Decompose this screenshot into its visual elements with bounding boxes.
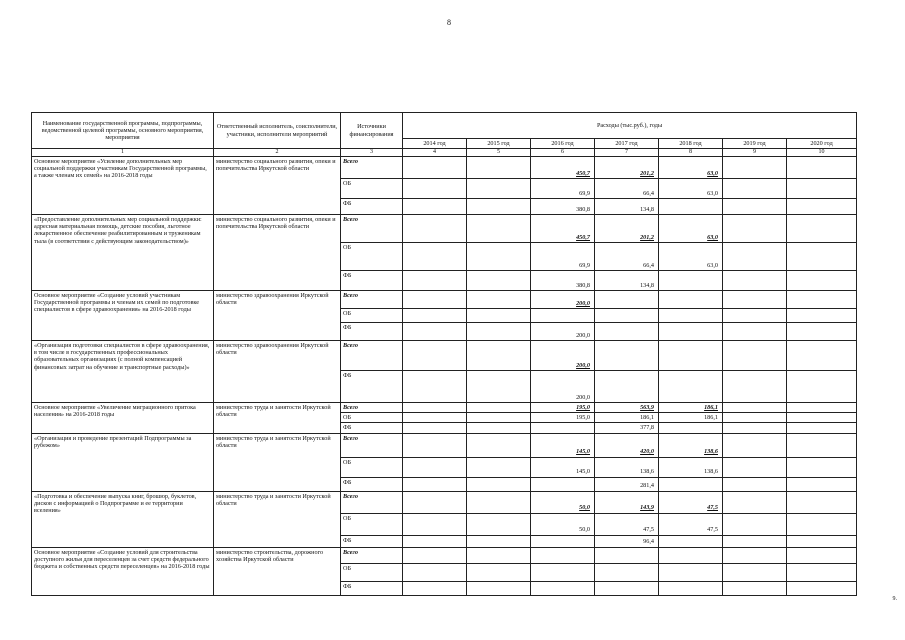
executor: министерство труда и занятости Иркутской области bbox=[214, 433, 341, 491]
value-cell bbox=[403, 513, 467, 535]
value-cell bbox=[787, 243, 857, 271]
value-cell: 450,7 bbox=[531, 157, 595, 179]
value-cell bbox=[403, 581, 467, 595]
value-cell bbox=[467, 477, 531, 491]
value-cell: 195,0 bbox=[531, 403, 595, 413]
value-cell bbox=[723, 423, 787, 433]
funding-source: ФБ bbox=[341, 199, 403, 215]
value-cell bbox=[787, 581, 857, 595]
value-cell bbox=[403, 291, 467, 309]
funding-source: Всего bbox=[341, 341, 403, 371]
value-cell bbox=[723, 491, 787, 513]
header-name: Наименование государственной программы, подпрограммы, ведомственной целевой программы, основного мероприятия, мероприятия bbox=[32, 113, 214, 149]
value-cell bbox=[403, 547, 467, 563]
value-cell bbox=[659, 309, 723, 323]
header-year: 2019 год bbox=[723, 139, 787, 149]
column-number: 6 bbox=[531, 149, 595, 157]
column-number: 8 bbox=[659, 149, 723, 157]
value-cell: 420,0 bbox=[595, 433, 659, 457]
value-cell bbox=[787, 547, 857, 563]
table-row bbox=[32, 215, 857, 243]
value-cell: 201,2 bbox=[595, 157, 659, 179]
value-cell bbox=[467, 371, 531, 403]
value-cell bbox=[723, 513, 787, 535]
value-cell bbox=[595, 309, 659, 323]
value-cell bbox=[723, 309, 787, 323]
header-year: 2018 год bbox=[659, 139, 723, 149]
funding-source: Всего bbox=[341, 215, 403, 243]
value-cell bbox=[531, 423, 595, 433]
value-cell bbox=[403, 491, 467, 513]
value-cell bbox=[659, 199, 723, 215]
value-cell bbox=[467, 513, 531, 535]
table-row bbox=[32, 433, 857, 457]
value-cell bbox=[467, 491, 531, 513]
value-cell bbox=[723, 433, 787, 457]
funding-source: ОБ bbox=[341, 309, 403, 323]
value-cell bbox=[723, 243, 787, 271]
value-cell bbox=[787, 157, 857, 179]
value-cell bbox=[723, 477, 787, 491]
value-cell bbox=[787, 477, 857, 491]
funding-source: ФБ bbox=[341, 423, 403, 433]
value-cell: 200,0 bbox=[531, 291, 595, 309]
value-cell bbox=[787, 291, 857, 309]
value-cell bbox=[787, 179, 857, 199]
value-cell bbox=[787, 457, 857, 477]
value-cell bbox=[531, 477, 595, 491]
value-cell bbox=[787, 403, 857, 413]
value-cell bbox=[659, 271, 723, 291]
value-cell bbox=[403, 535, 467, 547]
header-executor: Ответственный исполнитель, соисполнители, участники, исполнители мероприятий bbox=[214, 113, 341, 149]
value-cell bbox=[723, 291, 787, 309]
value-cell: 66,4 bbox=[595, 243, 659, 271]
scan-mark: 9. bbox=[892, 596, 897, 602]
value-cell bbox=[595, 563, 659, 581]
value-cell bbox=[467, 403, 531, 413]
value-cell: 47,5 bbox=[659, 491, 723, 513]
value-cell bbox=[403, 179, 467, 199]
value-cell: 134,8 bbox=[595, 199, 659, 215]
column-number: 4 bbox=[403, 149, 467, 157]
value-cell bbox=[787, 271, 857, 291]
header-source: Источники финансирования bbox=[341, 113, 403, 149]
value-cell: 50,0 bbox=[531, 491, 595, 513]
value-cell bbox=[403, 457, 467, 477]
column-number: 2 bbox=[214, 149, 341, 157]
value-cell bbox=[723, 413, 787, 423]
value-cell bbox=[595, 341, 659, 371]
value-cell bbox=[595, 581, 659, 595]
value-cell bbox=[659, 371, 723, 403]
value-cell bbox=[467, 581, 531, 595]
table-row bbox=[32, 291, 857, 309]
executor: министерство социального развития, опеки и попечительства Иркутской области bbox=[214, 215, 341, 291]
value-cell bbox=[467, 535, 531, 547]
value-cell bbox=[659, 291, 723, 309]
value-cell: 563,9 bbox=[595, 403, 659, 413]
value-cell bbox=[659, 547, 723, 563]
value-cell bbox=[787, 535, 857, 547]
funding-source: Всего bbox=[341, 291, 403, 309]
value-cell bbox=[723, 157, 787, 179]
table-row bbox=[32, 157, 857, 179]
column-number: 9 bbox=[723, 149, 787, 157]
expenses-table bbox=[31, 112, 857, 596]
value-cell: 200,0 bbox=[531, 371, 595, 403]
value-cell: 47,5 bbox=[595, 513, 659, 535]
value-cell: 143,9 bbox=[595, 491, 659, 513]
activity-name: Основное мероприятие «Усиление дополнительных мер социальной поддержки участникам Государственной программы, а также членам их семей» на 2016-2018 годы bbox=[32, 157, 214, 215]
executor: министерство труда и занятости Иркутской области bbox=[214, 403, 341, 433]
header-year: 2015 год bbox=[467, 139, 531, 149]
column-number: 10 bbox=[787, 149, 857, 157]
funding-source: Всего bbox=[341, 433, 403, 457]
value-cell: 50,0 bbox=[531, 513, 595, 535]
value-cell: 380,8 bbox=[531, 199, 595, 215]
value-cell: 200,0 bbox=[531, 323, 595, 341]
funding-source: ОБ bbox=[341, 179, 403, 199]
value-cell bbox=[467, 215, 531, 243]
value-cell bbox=[467, 423, 531, 433]
value-cell bbox=[467, 457, 531, 477]
value-cell: 201,2 bbox=[595, 215, 659, 243]
value-cell bbox=[723, 457, 787, 477]
value-cell bbox=[467, 323, 531, 341]
value-cell: 96,4 bbox=[595, 535, 659, 547]
page-number: 8 bbox=[447, 18, 451, 27]
value-cell: 47,5 bbox=[659, 513, 723, 535]
value-cell bbox=[467, 243, 531, 271]
value-cell: 145,0 bbox=[531, 433, 595, 457]
executor: министерство труда и занятости Иркутской области bbox=[214, 491, 341, 547]
value-cell bbox=[531, 581, 595, 595]
value-cell bbox=[403, 271, 467, 291]
value-cell bbox=[659, 423, 723, 433]
funding-source: ОБ bbox=[341, 457, 403, 477]
header-year: 2014 год bbox=[403, 139, 467, 149]
value-cell bbox=[403, 423, 467, 433]
value-cell: 380,8 bbox=[531, 271, 595, 291]
value-cell bbox=[723, 563, 787, 581]
value-cell bbox=[787, 215, 857, 243]
value-cell bbox=[787, 371, 857, 403]
value-cell: 63,0 bbox=[659, 157, 723, 179]
value-cell bbox=[723, 403, 787, 413]
value-cell bbox=[659, 563, 723, 581]
column-number: 3 bbox=[341, 149, 403, 157]
value-cell bbox=[659, 581, 723, 595]
value-cell: 69,9 bbox=[531, 243, 595, 271]
value-cell: 66,4 bbox=[595, 179, 659, 199]
activity-name: «Организация подготовки специалистов в сфере здравоохранения, в том числе в государственных профессиональных образовательных организациях (с полной компенсацией финансовых затрат на обучение и транспортные расходы)» bbox=[32, 341, 214, 403]
value-cell bbox=[659, 535, 723, 547]
value-cell bbox=[403, 371, 467, 403]
funding-source: ФБ bbox=[341, 535, 403, 547]
value-cell bbox=[659, 341, 723, 371]
value-cell bbox=[531, 309, 595, 323]
value-cell bbox=[787, 491, 857, 513]
value-cell bbox=[787, 413, 857, 423]
value-cell bbox=[403, 413, 467, 423]
value-cell bbox=[467, 413, 531, 423]
value-cell: 138,6 bbox=[659, 433, 723, 457]
value-cell: 63,0 bbox=[659, 215, 723, 243]
funding-source: Всего bbox=[341, 547, 403, 563]
funding-source: ФБ bbox=[341, 477, 403, 491]
value-cell bbox=[467, 309, 531, 323]
executor: министерство здравоохранения Иркутской области bbox=[214, 291, 341, 341]
value-cell: 186,1 bbox=[659, 413, 723, 423]
funding-source: ОБ bbox=[341, 243, 403, 271]
value-cell bbox=[787, 309, 857, 323]
value-cell bbox=[723, 581, 787, 595]
value-cell bbox=[787, 433, 857, 457]
activity-name: Основное мероприятие «Создание условий для строительства доступного жилья для переселенцев за счет средств федерального бюджета и собственных средств переселенцев» на 2016-2018 годы bbox=[32, 547, 214, 595]
value-cell bbox=[467, 433, 531, 457]
value-cell bbox=[787, 199, 857, 215]
value-cell bbox=[723, 199, 787, 215]
value-cell bbox=[467, 341, 531, 371]
value-cell bbox=[723, 215, 787, 243]
value-cell bbox=[659, 477, 723, 491]
value-cell bbox=[787, 513, 857, 535]
value-cell bbox=[403, 477, 467, 491]
value-cell bbox=[787, 341, 857, 371]
value-cell bbox=[595, 323, 659, 341]
value-cell bbox=[531, 563, 595, 581]
value-cell: 63,0 bbox=[659, 243, 723, 271]
header-expenses: Расходы (тыс.руб.), годы bbox=[403, 113, 857, 139]
value-cell bbox=[723, 179, 787, 199]
value-cell bbox=[403, 157, 467, 179]
value-cell: 200,0 bbox=[531, 341, 595, 371]
activity-name: «Организация и проведение презентаций Подпрограммы за рубежом» bbox=[32, 433, 214, 491]
column-number: 5 bbox=[467, 149, 531, 157]
activity-name: «Подготовка и обеспечение выпуска книг, брошюр, буклетов, дисков с информацией о Подпрограмме и ее территории вселения» bbox=[32, 491, 214, 547]
value-cell bbox=[595, 291, 659, 309]
funding-source: ОБ bbox=[341, 413, 403, 423]
value-cell: 186,1 bbox=[595, 413, 659, 423]
value-cell bbox=[467, 271, 531, 291]
value-cell: 145,0 bbox=[531, 457, 595, 477]
value-cell bbox=[403, 563, 467, 581]
value-cell bbox=[403, 341, 467, 371]
executor: министерство здравоохранения Иркутской области bbox=[214, 341, 341, 403]
value-cell bbox=[467, 291, 531, 309]
activity-name: Основное мероприятие «Увеличение миграционного притока населения» на 2016-2018 годы bbox=[32, 403, 214, 433]
value-cell: 450,7 bbox=[531, 215, 595, 243]
value-cell bbox=[467, 199, 531, 215]
funding-source: ФБ bbox=[341, 271, 403, 291]
value-cell bbox=[403, 433, 467, 457]
value-cell bbox=[787, 423, 857, 433]
header-year: 2017 год bbox=[595, 139, 659, 149]
value-cell bbox=[403, 403, 467, 413]
funding-source: ФБ bbox=[341, 371, 403, 403]
value-cell bbox=[467, 563, 531, 581]
value-cell bbox=[403, 323, 467, 341]
value-cell: 69,9 bbox=[531, 179, 595, 199]
activity-name: «Предоставление дополнительных мер социальной поддержки: адресная материальная помощь, детские пособия, льготное лекарственное обеспечение реабилитированным и труженикам тыла (в соответствии с действующим законодательством)» bbox=[32, 215, 214, 291]
activity-name: Основное мероприятие «Создание условий участникам Государственной программы и членам их семей по подготовке специалистов в сфере здравоохранения» на 2016-2018 годы bbox=[32, 291, 214, 341]
value-cell: 195,0 bbox=[531, 413, 595, 423]
column-number: 7 bbox=[595, 149, 659, 157]
value-cell bbox=[531, 535, 595, 547]
value-cell bbox=[723, 271, 787, 291]
value-cell bbox=[467, 179, 531, 199]
value-cell: 63,0 bbox=[659, 179, 723, 199]
value-cell: 186,1 bbox=[659, 403, 723, 413]
value-cell bbox=[723, 371, 787, 403]
value-cell bbox=[595, 371, 659, 403]
value-cell bbox=[723, 323, 787, 341]
value-cell: 134,8 bbox=[595, 271, 659, 291]
funding-source: Всего bbox=[341, 491, 403, 513]
value-cell bbox=[787, 563, 857, 581]
funding-source: Всего bbox=[341, 403, 403, 413]
value-cell bbox=[403, 243, 467, 271]
funding-source: ФБ bbox=[341, 581, 403, 595]
funding-source: Всего bbox=[341, 157, 403, 179]
funding-source: ОБ bbox=[341, 563, 403, 581]
table-row bbox=[32, 491, 857, 513]
value-cell bbox=[723, 535, 787, 547]
value-cell bbox=[403, 309, 467, 323]
table-row bbox=[32, 403, 857, 413]
value-cell bbox=[531, 547, 595, 563]
value-cell bbox=[467, 547, 531, 563]
value-cell: 138,6 bbox=[595, 457, 659, 477]
value-cell bbox=[723, 547, 787, 563]
value-cell bbox=[403, 215, 467, 243]
funding-source: ФБ bbox=[341, 323, 403, 341]
header-year: 2020 год bbox=[787, 139, 857, 149]
table-row bbox=[32, 547, 857, 563]
value-cell bbox=[723, 341, 787, 371]
value-cell bbox=[595, 547, 659, 563]
value-cell bbox=[787, 323, 857, 341]
value-cell: 281,4 bbox=[595, 477, 659, 491]
executor: министерство строительства, дорожного хозяйства Иркутской области bbox=[214, 547, 341, 595]
executor: министерство социального развития, опеки и попечительства Иркутской области bbox=[214, 157, 341, 215]
value-cell bbox=[467, 157, 531, 179]
column-number: 1 bbox=[32, 149, 214, 157]
value-cell bbox=[659, 323, 723, 341]
value-cell: 377,8 bbox=[595, 423, 659, 433]
table-row bbox=[32, 341, 857, 371]
value-cell: 138,6 bbox=[659, 457, 723, 477]
value-cell bbox=[403, 199, 467, 215]
funding-source: ОБ bbox=[341, 513, 403, 535]
header-year: 2016 год bbox=[531, 139, 595, 149]
